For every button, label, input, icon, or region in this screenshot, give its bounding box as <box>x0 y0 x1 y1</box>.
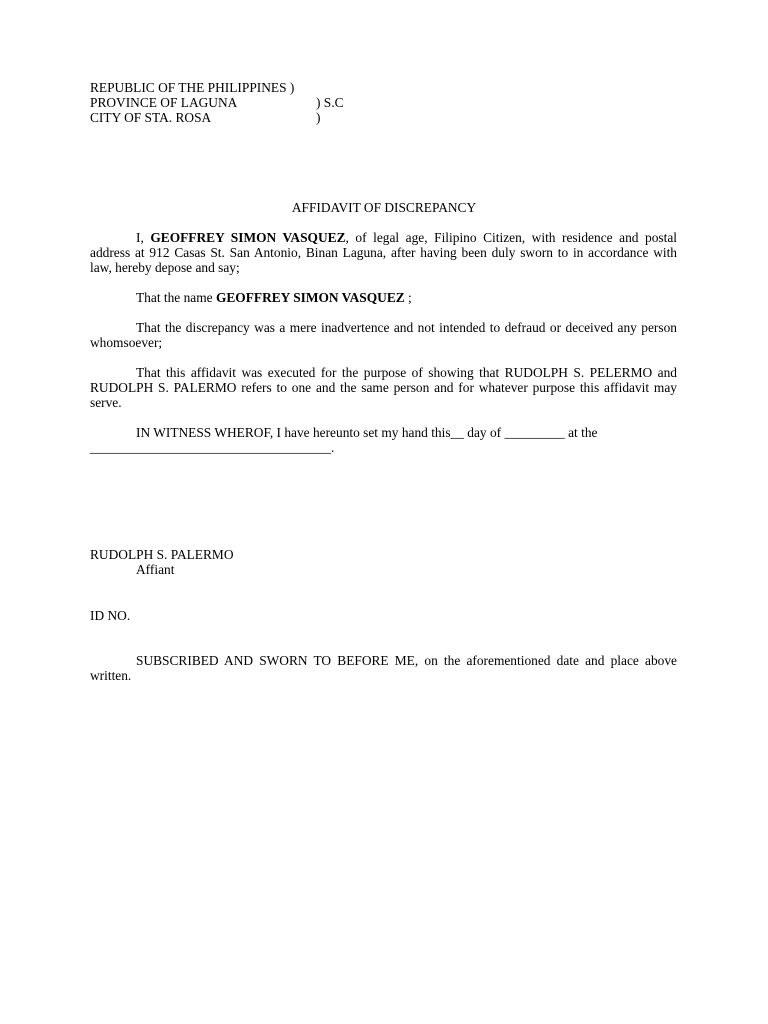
venue-line-right: ) S.C <box>316 95 344 110</box>
witness-line: IN WITNESS WHEROF, I have hereunto set my hand this__ day of _________ at the <box>136 425 598 440</box>
affiant-name: GEOFFREY SIMON VASQUEZ <box>150 230 346 245</box>
paragraph-purpose: That this affidavit was executed for the purpose of showing that RUDOLPH S. PELERMO and RUDOLPH S. PALERMO refers to one and the same person and for whatever purpose this affidavit may serve. <box>90 365 677 410</box>
affiant-name: GEOFFREY SIMON VASQUEZ <box>215 290 405 305</box>
signatory-name: RUDOLPH S. PALERMO <box>90 547 234 562</box>
venue-line-left: REPUBLIC OF THE PHILIPPINES ) <box>90 80 295 95</box>
affidavit-body <box>90 230 677 455</box>
paragraph-discrepancy: That the discrepancy was a mere inadvertence and not intended to defraud or deceived any person whomsoever; <box>90 320 677 350</box>
paragraph-identity <box>90 230 677 275</box>
id-number-label: ID NO. <box>90 608 131 623</box>
signature-block <box>90 547 233 577</box>
witness-place-blank: ____________________________________. <box>90 440 335 455</box>
paragraph-text: , of legal age, Filipino Citizen, with residence and postal address at 912 Casas St. San Antonio, Binan Laguna, after having been duly sworn to in accordance with law, hereby depose and say; <box>90 230 677 275</box>
paragraph-text: I, <box>136 230 151 245</box>
paragraph-text: ; <box>404 290 412 305</box>
signatory-role: Affiant <box>136 562 175 577</box>
paragraph-text: That the name <box>136 290 216 305</box>
venue-line-right: ) <box>316 110 321 125</box>
paragraph-name <box>90 290 677 305</box>
jurat-paragraph: SUBSCRIBED AND SWORN TO BEFORE ME, on the aforementioned date and place above written. <box>90 653 677 683</box>
venue-line-left: CITY OF STA. ROSA <box>90 110 212 125</box>
venue-line-left: PROVINCE OF LAGUNA <box>90 95 238 110</box>
document-title: AFFIDAVIT OF DISCREPANCY <box>291 200 477 215</box>
paragraph-witness <box>90 425 677 440</box>
